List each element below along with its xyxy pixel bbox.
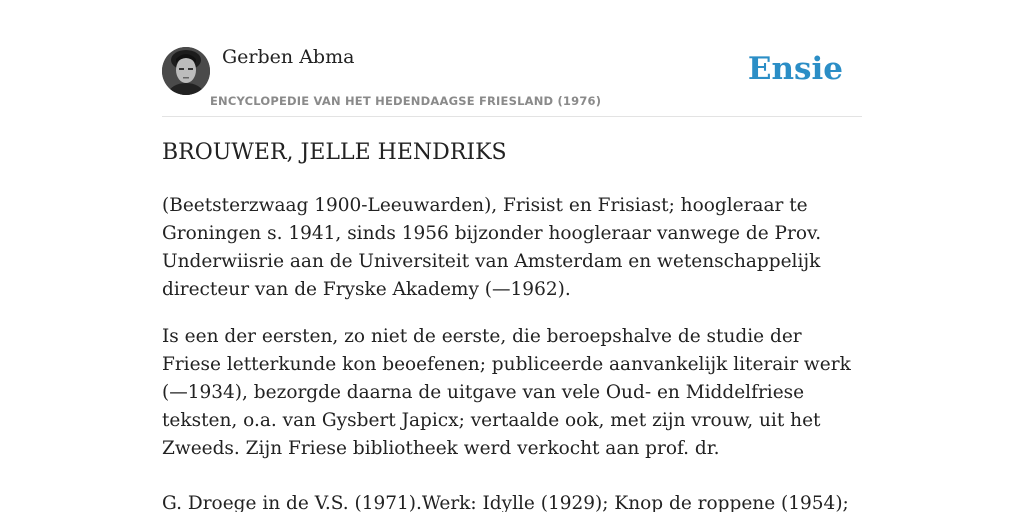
- article-header: [162, 46, 862, 117]
- article-title: BROUWER, JELLE HENDRIKS: [162, 140, 507, 165]
- ensie-logo-link[interactable]: Ensie: [747, 51, 843, 87]
- paragraph-3: G. Droege in de V.S. (1971).Werk: Idylle (1929); Knop de roppene (1954);: [162, 493, 849, 512]
- author-name[interactable]: Gerben Abma: [222, 46, 355, 68]
- author-avatar[interactable]: [162, 47, 210, 95]
- article-body: [162, 192, 862, 512]
- source-label[interactable]: ENCYCLOPEDIE VAN HET HEDENDAAGSE FRIESLAND (1976): [210, 94, 602, 108]
- paragraph-2: Is een der eersten, zo niet de eerste, die beroepshalve de studie der Friese letterkunde kon beoefenen; publiceerde aanvankelijk literair werk (—1934), bezorgde daarna de uitgave van vele Oud- en Middelfriese teksten, o.a. van Gysbert Japicx; vertaalde ook, met zijn vrouw, uit het Zweeds. Zijn Friese bibliotheek werd verkocht aan prof. dr.: [162, 326, 851, 459]
- paragraph-1: (Beetsterzwaag 1900-Leeuwarden), Frisist en Frisiast; hoogleraar te Groningen s. 1941, sinds 1956 bijzonder hoogleraar vanwege de Prov. Underwiisrie aan de Universiteit van Amsterdam en wetenschappelijk directeur van de Fryske Akademy (—1962).: [162, 195, 822, 300]
- author-portrait-icon: [162, 47, 210, 95]
